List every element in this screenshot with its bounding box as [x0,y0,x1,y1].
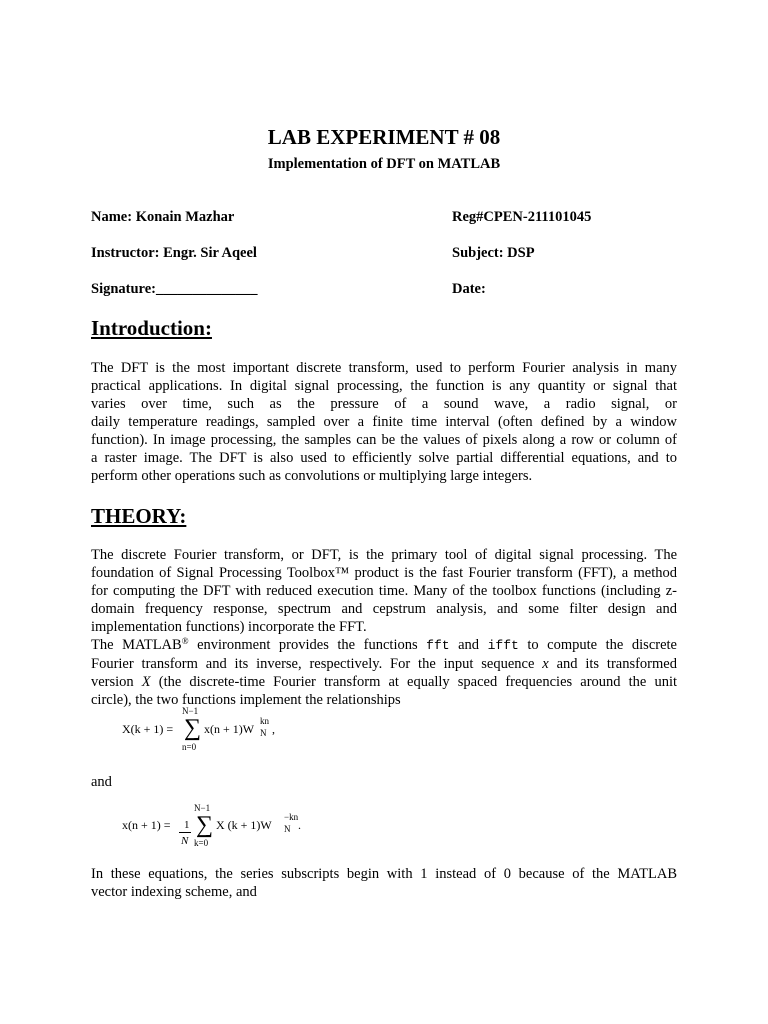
equation-body: X (k + 1)W [216,818,272,832]
paragraph-line: The DFT is the most important discrete transform, used to perform Fourier analysis in many [91,360,677,376]
idft-equation: x(n + 1) = 1 N N−1 ∑ k=0 X (k + 1)W −kn N . [122,803,301,848]
introduction-paragraph [91,359,677,485]
equation-superscript: kn [260,716,269,726]
theory-paragraph-3 [91,865,677,901]
fraction-bar [179,832,191,833]
theory-heading: THEORY: [91,504,187,528]
paragraph-line: domain frequency response, spectrum and cepstrum analysis, and some filter design and [91,601,677,617]
equation-body: x(n + 1)W [204,722,255,736]
ifft-function: ifft [487,638,519,653]
summation-sign: ∑ [184,715,202,741]
page-subtitle: Implementation of DFT on MATLAB [267,156,501,172]
signature-line: Signature:______________ [91,281,258,297]
summation-sign: ∑ [196,812,214,838]
student-name: Name: Konain Mazhar [91,209,235,225]
paragraph-line: foundation of Signal Processing Toolbox™ product is the fast Fourier transform (FFT), a method [91,565,677,581]
subject: Subject: DSP [452,245,535,261]
equation-superscript: −kn [284,812,299,822]
sum-upper-limit: N−1 [182,706,199,716]
paragraph-line: for computing the DFT with reduced execution time. Many of the toolbox functions (including z- [91,583,677,599]
sum-upper-limit: N−1 [194,803,211,813]
fraction-denominator: N [181,835,189,847]
registration-number: Reg#CPEN-211101045 [452,209,592,225]
paragraph-line: implementation functions) incorporate the FFT. [91,619,367,635]
paragraph-line: Fourier transform and its inverse, respectively. For the input sequence x and its transformed [91,656,677,672]
paragraph-line: function). In image processing, the samples can be the values of pixels along a row or column of [91,432,677,448]
fraction-numerator: 1 [184,819,190,831]
paragraph-line: practical applications. In digital signal processing, the function is any quantity or signal that [91,378,677,394]
paragraph-line: daily temperature readings, sampled over a finite time interval (often defined by a window [91,414,677,430]
paragraph-line: vector indexing scheme, and [91,884,257,900]
equation-subscript: N [260,728,267,738]
page-title: LAB EXPERIMENT # 08 [267,125,501,149]
fft-function: fft [426,638,450,653]
equation-lhs: x(n + 1) = [122,818,171,832]
paragraph-line: The MATLAB® environment provides the functions fft and ifft to compute the discrete [91,636,677,653]
paragraph-line: In these equations, the series subscripts begin with 1 instead of 0 because of the MATLAB [91,866,677,882]
and-text: and [91,774,112,790]
paragraph-line: The discrete Fourier transform, or DFT, is the primary tool of digital signal processing. The [91,547,677,563]
sum-lower-limit: k=0 [194,838,209,848]
paragraph-line: a raster image. The DFT is also used to efficiently solve partial differential equations, and to [91,450,677,466]
instructor-name: Instructor: Engr. Sir Aqeel [91,245,257,261]
dft-equation: X(k + 1) = N−1 ∑ n=0 x(n + 1)W kn N , [122,706,275,752]
paragraph-line: version X (the discrete-time Fourier transform at equally spaced frequencies around the unit [91,674,677,690]
introduction-heading: Introduction: [91,316,212,340]
paragraph-line: perform other operations such as convolutions or multiplying large integers. [91,468,533,484]
equation-subscript: N [284,824,291,834]
theory-paragraph-2 [91,636,677,709]
theory-paragraph-1 [91,546,677,636]
equation-lhs: X(k + 1) = [122,722,174,736]
sum-lower-limit: n=0 [182,742,197,752]
paragraph-line: circle), the two functions implement the relationships [91,692,401,708]
date-field: Date: [452,281,486,297]
paragraph-line: varies over time, such as the pressure of a sound wave, a radio signal, or [91,396,677,412]
